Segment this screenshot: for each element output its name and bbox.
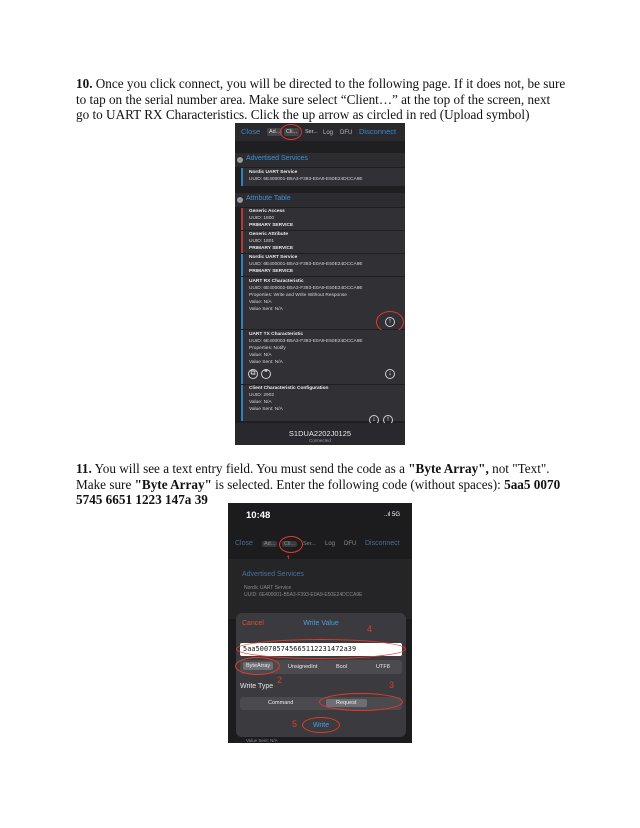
attribute-table-header[interactable]: Attribute Table xyxy=(235,193,405,207)
attribute-card-uart-tx[interactable]: UART TX Characteristic UUID: 6E400003-B5A3-F393-E0A9-E50E24DCCA9E Properties: Notify Value: N/A Value Sent: N/A xyxy=(241,330,405,384)
status-bar xyxy=(228,503,412,527)
write-type-label: Write Type xyxy=(240,683,274,690)
write-type-command[interactable]: Command xyxy=(268,700,294,706)
annotation-3: 3 xyxy=(389,680,395,690)
top-nav-bar xyxy=(235,123,405,141)
byte-code: 5aa5 0070 5745 6651 1223 147a 39 xyxy=(76,476,561,508)
screenshot-client-attribute-table xyxy=(235,123,405,445)
tab-advertisement[interactable]: Ad... xyxy=(269,129,281,135)
advertised-services-header[interactable]: Advertised Services xyxy=(235,153,405,167)
step-11-number: 11. xyxy=(76,461,92,476)
write-highlight-circle xyxy=(302,717,340,733)
upload-icon[interactable]: ↑ xyxy=(385,317,395,327)
bytearray-highlight-circle xyxy=(235,657,280,675)
step-10-number: 10. xyxy=(76,76,93,91)
connection-status: Connected xyxy=(309,438,331,443)
write-button[interactable]: Write xyxy=(312,722,330,729)
write-type-request[interactable]: Request xyxy=(326,699,367,707)
tab-client[interactable]: Cli... xyxy=(286,129,297,135)
format-bool[interactable]: Bool xyxy=(336,663,348,670)
annotation-4: 4 xyxy=(367,624,373,634)
clock: 10:48 xyxy=(246,510,271,521)
format-utf8[interactable]: UTF8 xyxy=(376,663,390,670)
collapse-icon xyxy=(237,157,243,163)
signal-icon: ..ıl 5G xyxy=(383,512,400,518)
download-icon[interactable]: ↓ xyxy=(369,415,379,425)
attribute-card-uart-rx[interactable]: UART RX Characteristic UUID: 6E400002-B5A3-F393-E0A9-E50E24DCCA9E Properties: Write and Write Without Response Value: N/A Value Sent: N/A xyxy=(241,277,405,329)
request-highlight-circle xyxy=(319,693,403,711)
close-button[interactable]: Close xyxy=(241,127,261,136)
client-tab-highlight-circle xyxy=(280,124,302,140)
annotation-2: 2 xyxy=(277,675,283,685)
tab-client[interactable]: Cli... xyxy=(284,541,295,547)
attribute-card-nordic-uart-service[interactable]: Nordic UART Service UUID: 6E400001-B5A3-F393-E0A9-E50E24DCCA9E PRIMARY SERVICE xyxy=(241,254,405,276)
dfu-button[interactable]: DFU xyxy=(340,130,353,136)
log-button[interactable]: Log xyxy=(323,130,334,136)
attribute-card-cccd[interactable]: Client Characteristic Configuration UUID: 2902 Value: N/A Value Sent: N/A xyxy=(241,385,405,421)
format-bytearray[interactable]: ByteArray xyxy=(243,662,273,670)
step-10-text: Once you click connect, you will be directed to the following page. If it does not, be sure to tap on the serial number area. Make sure select “Client…” at the top of the screen, next go to UART RX Characteristics. Click the up arrow as circled in red (Upload symbol) xyxy=(76,76,566,123)
upload-icon[interactable]: ↑ xyxy=(383,415,393,425)
client-tab-highlight-circle xyxy=(279,536,303,553)
tab-server[interactable]: Ser... xyxy=(303,541,316,547)
step-11-paragraph: 11. You will see a text entry field. You must send the code as a "Byte Array", not "Text". Make sure "Byte Array" is selected. Enter the following code (without spaces): 5aa5 0070 5745 6651 1223 147a 39 xyxy=(76,461,561,508)
download-icon[interactable]: ↓ xyxy=(385,369,395,379)
screenshot-write-value: 10:48 ..ıl 5G Close Ad... Cli... Ser... Log DFU Disconnect Advertised Services Nordic UART Service UUID: 6E400001-B5A3-F393-E0A9-E50E24DCCA9E Cancel Write Value 5aa500705745665112231472a39 ByteArray UnsignedInt Bool UTF8 Write Type Command Request Write 4 2 3 5 Value Sent: N/A xyxy=(228,503,412,743)
value-input-text: 5aa500705745665112231472a39 xyxy=(243,645,357,653)
tab-advertisement[interactable]: Ad... xyxy=(264,541,276,547)
attribute-card-generic-access[interactable]: Generic Access UUID: 1800 PRIMARY SERVICE xyxy=(241,208,405,230)
cancel-button[interactable]: Cancel xyxy=(242,620,264,627)
input-highlight-circle xyxy=(236,639,406,659)
collapse-icon xyxy=(237,197,243,203)
tab-server[interactable]: Ser... xyxy=(305,129,318,135)
annotation-5: 5 xyxy=(292,719,298,729)
disconnect-button[interactable]: Disconnect xyxy=(365,540,400,547)
top-nav-bar xyxy=(228,537,412,553)
close-button[interactable]: Close xyxy=(235,540,253,547)
step-10-paragraph xyxy=(76,76,566,123)
quote-icon[interactable]: ❞ xyxy=(261,369,271,379)
copy-icon[interactable]: ⧉ xyxy=(248,369,258,379)
disconnect-button[interactable]: Disconnect xyxy=(359,127,397,136)
dialog-title: Write Value xyxy=(303,620,339,627)
format-unsignedint[interactable]: UnsignedInt xyxy=(288,663,318,670)
log-button[interactable]: Log xyxy=(325,541,336,547)
dfu-button[interactable]: DFU xyxy=(344,541,357,547)
serial-number[interactable]: S1DUA2202J0125 xyxy=(288,429,352,438)
attribute-card-generic-attribute[interactable]: Generic Attribute UUID: 1801 PRIMARY SERVICE xyxy=(241,231,405,253)
advertised-service-card[interactable]: Nordic UART Service UUID: 6E400001-B5A3-F393-E0A9-E50E24DCCA9E xyxy=(241,168,405,186)
advertised-services-header: Advertised Services xyxy=(242,571,304,578)
